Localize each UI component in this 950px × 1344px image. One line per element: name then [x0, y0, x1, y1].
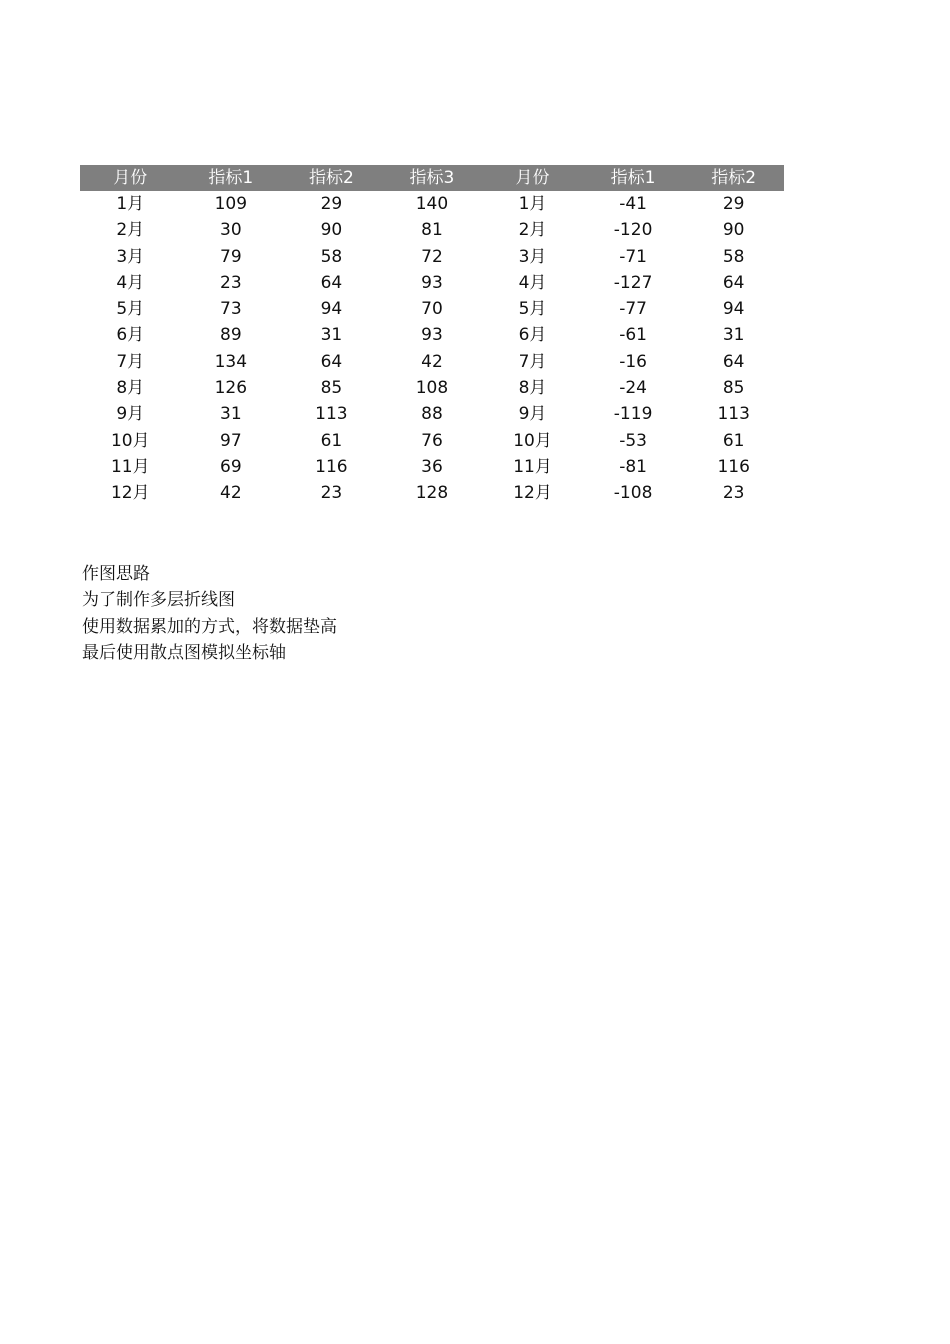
table-cell: 85 — [722, 378, 745, 399]
table-cell: -119 — [613, 404, 653, 425]
table-row — [80, 454, 784, 480]
table-cell: 4月 — [116, 272, 145, 293]
table-cell: 2月 — [518, 220, 547, 241]
table-cell: 90 — [722, 220, 745, 241]
table-row — [80, 322, 784, 348]
header-row — [80, 165, 784, 191]
table-cell: 88 — [421, 404, 443, 425]
table-cell: 11月 — [110, 456, 150, 477]
table-cell: -120 — [613, 220, 653, 241]
table-cell: -16 — [619, 351, 647, 372]
table-cell: 23 — [320, 483, 343, 504]
note-line: 为了制作多层折线图 — [82, 590, 235, 611]
table-cell: 31 — [722, 325, 745, 346]
table-cell: 23 — [722, 483, 745, 504]
table-cell: 58 — [722, 246, 745, 267]
table-row — [80, 191, 784, 217]
table-body — [80, 191, 784, 507]
table-cell: 12月 — [110, 483, 150, 504]
table-cell: -53 — [619, 430, 647, 451]
table-cell: 29 — [320, 194, 343, 214]
header-indicator-2-copy: 指标2 — [683, 165, 784, 191]
header-month-2: 月份 — [482, 165, 583, 191]
table-cell: 8月 — [116, 378, 145, 399]
table-cell: 64 — [722, 351, 745, 372]
table-cell: -41 — [619, 194, 647, 214]
table-cell: 12月 — [513, 483, 552, 504]
table-row — [80, 270, 784, 296]
table-cell: 113 — [315, 404, 348, 425]
data-table — [80, 165, 784, 507]
table-row — [80, 217, 784, 243]
table-cell: 5月 — [518, 299, 547, 320]
table-cell: -71 — [619, 246, 647, 267]
table-cell: 64 — [320, 351, 343, 372]
table-cell: 1月 — [518, 194, 547, 214]
table-cell: 6月 — [116, 325, 145, 346]
header-indicator-1-neg: 指标1 — [583, 165, 684, 191]
table-cell: 5月 — [116, 299, 145, 320]
table-cell: 61 — [722, 430, 745, 451]
table-cell: 126 — [214, 378, 248, 399]
table-cell: -127 — [613, 272, 653, 293]
table-cell: 94 — [320, 299, 343, 320]
table-cell: 113 — [717, 404, 750, 425]
table-cell: -77 — [619, 299, 647, 320]
table-row — [80, 401, 784, 427]
table-cell: 7月 — [116, 351, 145, 372]
header-indicator-1: 指标1 — [181, 165, 282, 191]
table-cell: 42 — [421, 351, 443, 372]
table-cell: 116 — [717, 456, 750, 477]
table-row — [80, 480, 784, 506]
table-cell: 108 — [415, 378, 449, 399]
table-cell: 89 — [220, 325, 242, 346]
table-cell: -108 — [613, 483, 653, 504]
table-cell: 140 — [415, 194, 449, 214]
table-cell: 42 — [220, 483, 242, 504]
table-cell: 11月 — [513, 456, 552, 477]
table-cell: 3月 — [116, 246, 145, 267]
table-cell: 4月 — [518, 272, 547, 293]
table-cell: 76 — [421, 430, 443, 451]
table-row — [80, 296, 784, 322]
table-cell: 72 — [421, 246, 443, 267]
header-month-1: 月份 — [80, 165, 181, 191]
table-cell: 31 — [220, 404, 242, 425]
table-cell: -81 — [619, 456, 647, 477]
table-row — [80, 349, 784, 375]
table-cell: 6月 — [518, 325, 547, 346]
table-cell: 85 — [320, 378, 343, 399]
table-cell: 128 — [415, 483, 449, 504]
table-cell: 2月 — [116, 220, 145, 241]
table-cell: 3月 — [518, 246, 547, 267]
table-cell: 30 — [220, 220, 242, 241]
table-cell: 61 — [320, 430, 343, 451]
table-cell: 93 — [421, 325, 443, 346]
table-cell: 9月 — [518, 404, 547, 425]
note-title: 作图思路 — [82, 564, 150, 584]
table-cell: 93 — [421, 272, 443, 293]
table-cell: 69 — [220, 456, 242, 477]
table-row — [80, 428, 784, 454]
table-cell: 29 — [722, 194, 745, 214]
table-cell: 70 — [421, 299, 443, 320]
note-line: 使用数据累加的方式，将数据垫高 — [82, 616, 337, 637]
table-cell: 9月 — [116, 404, 145, 425]
table-cell: 10月 — [513, 430, 552, 451]
table-cell: 134 — [214, 351, 248, 372]
table-cell: 109 — [214, 194, 248, 214]
table-cell: 36 — [421, 456, 443, 477]
table-cell: 7月 — [518, 351, 547, 372]
table-cell: 73 — [220, 299, 242, 320]
table-header — [80, 165, 784, 191]
table-cell: -61 — [619, 325, 647, 346]
table-cell: 10月 — [110, 430, 150, 451]
table-cell: -24 — [619, 378, 647, 399]
header-indicator-2: 指标2 — [281, 165, 382, 191]
table-cell: 79 — [220, 246, 242, 267]
table-cell: 64 — [722, 272, 745, 293]
table-cell: 90 — [320, 220, 343, 241]
notes-block — [82, 561, 337, 666]
table-cell: 8月 — [518, 378, 547, 399]
table-cell: 97 — [220, 430, 242, 451]
table-cell: 81 — [421, 220, 443, 241]
table-cell: 31 — [320, 325, 343, 346]
table-cell: 1月 — [116, 194, 145, 214]
header-indicator-3: 指标3 — [382, 165, 483, 191]
table-cell: 116 — [315, 456, 348, 477]
note-line: 最后使用散点图模拟坐标轴 — [82, 642, 286, 663]
table-row — [80, 244, 784, 270]
table-cell: 64 — [320, 272, 343, 293]
table-row — [80, 375, 784, 401]
table-cell: 94 — [722, 299, 745, 320]
table-cell: 23 — [220, 272, 242, 293]
table-cell: 58 — [320, 246, 343, 267]
